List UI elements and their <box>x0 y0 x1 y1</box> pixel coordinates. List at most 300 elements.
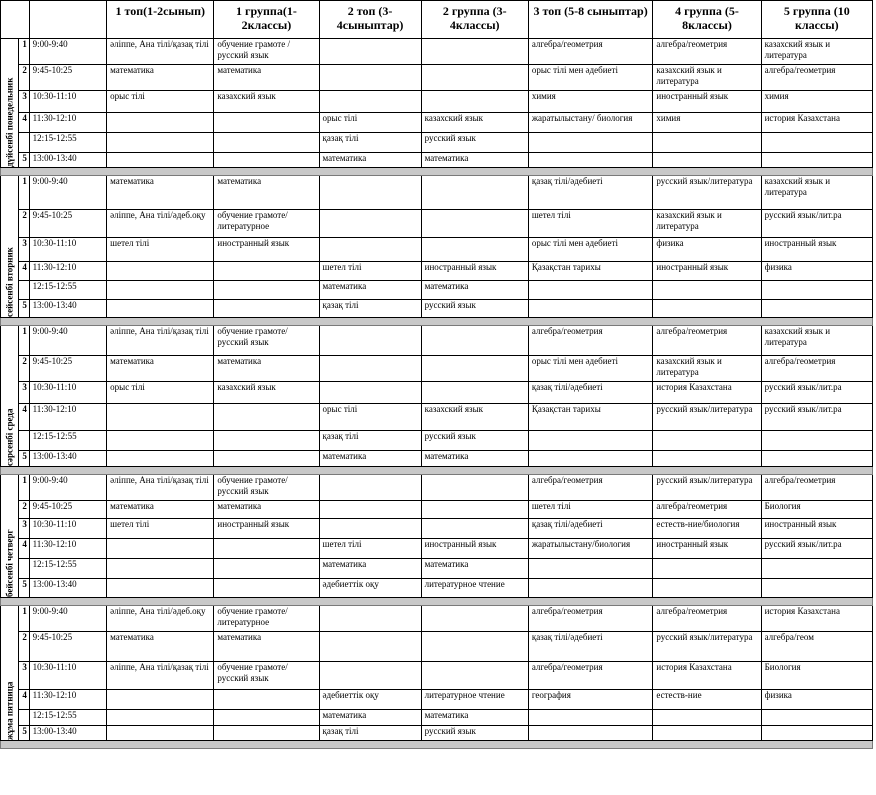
separator-bar <box>1 467 873 475</box>
subject-cell <box>319 176 421 210</box>
subject-cell: әдебиеттік оқу <box>319 690 421 710</box>
subject-cell <box>421 356 528 382</box>
subject-cell <box>319 356 421 382</box>
subject-cell: казахский язык и литература <box>653 65 761 91</box>
subject-cell <box>421 606 528 632</box>
subject-cell <box>319 91 421 113</box>
lesson-number: 4 <box>19 539 29 559</box>
column-header: 1 группа(1-2классы) <box>214 1 319 39</box>
subject-cell <box>319 39 421 65</box>
table-row <box>1 356 873 382</box>
subject-cell: казахский язык и литература <box>761 176 872 210</box>
table-row <box>1 382 873 404</box>
lesson-time: 10:30-11:10 <box>29 662 107 690</box>
lesson-time: 11:30-12:10 <box>29 690 107 710</box>
table-row <box>1 710 873 726</box>
subject-cell <box>214 153 319 168</box>
subject-cell <box>421 91 528 113</box>
subject-cell: орыс тілі <box>107 382 214 404</box>
subject-cell: русский язык <box>421 726 528 741</box>
subject-cell <box>653 451 761 467</box>
subject-cell: иностранный язык <box>421 539 528 559</box>
subject-cell: қазақ тілі <box>319 133 421 153</box>
subject-cell <box>214 690 319 710</box>
lesson-number: 4 <box>19 113 29 133</box>
subject-cell: история Казахстана <box>653 662 761 690</box>
subject-cell: қазақ тілі <box>319 431 421 451</box>
subject-cell: иностранный язык <box>653 539 761 559</box>
lesson-time: 12:15-12:55 <box>29 431 107 451</box>
subject-cell: русский язык/литература <box>653 176 761 210</box>
subject-cell <box>761 153 872 168</box>
subject-cell: русский язык <box>421 133 528 153</box>
subject-cell: математика <box>107 501 214 519</box>
lesson-number <box>19 281 29 300</box>
subject-cell: жаратылыстану/ биология <box>528 113 653 133</box>
lesson-time: 10:30-11:10 <box>29 91 107 113</box>
subject-cell: история Казахстана <box>761 113 872 133</box>
day-label: бейсенбі четверг <box>1 475 19 598</box>
subject-cell: казахский язык и литература <box>761 39 872 65</box>
subject-cell: математика <box>421 281 528 300</box>
subject-cell: математика <box>214 356 319 382</box>
subject-cell: математика <box>421 710 528 726</box>
subject-cell <box>107 579 214 598</box>
lesson-time: 9:00-9:40 <box>29 39 107 65</box>
day-label: жұма пятница <box>1 606 19 741</box>
lesson-time: 9:45-10:25 <box>29 632 107 662</box>
lesson-number: 2 <box>19 356 29 382</box>
table-row <box>1 579 873 598</box>
table-row <box>1 326 873 356</box>
subject-cell <box>421 519 528 539</box>
subject-cell <box>528 451 653 467</box>
subject-cell: математика <box>214 501 319 519</box>
lesson-time: 9:45-10:25 <box>29 356 107 382</box>
subject-cell <box>319 382 421 404</box>
subject-cell: шетел тілі <box>319 262 421 281</box>
subject-cell: әліппе, Ана тілі/әдеб.оқу <box>107 606 214 632</box>
subject-cell <box>214 113 319 133</box>
subject-cell: физика <box>653 238 761 262</box>
subject-cell <box>528 579 653 598</box>
subject-cell: әдебиеттік оқу <box>319 579 421 598</box>
subject-cell: математика <box>421 559 528 579</box>
subject-cell <box>761 281 872 300</box>
subject-cell: русский язык/лит.ра <box>761 382 872 404</box>
table-row <box>1 606 873 632</box>
lesson-time: 12:15-12:55 <box>29 133 107 153</box>
subject-cell <box>761 133 872 153</box>
lesson-time: 12:15-12:55 <box>29 559 107 579</box>
subject-cell <box>319 632 421 662</box>
subject-cell: қазақ тілі/әдебиеті <box>528 632 653 662</box>
subject-cell: алгебра/геом <box>761 632 872 662</box>
subject-cell: казахский язык <box>214 382 319 404</box>
subject-cell: математика <box>214 632 319 662</box>
lesson-time: 13:00-13:40 <box>29 300 107 318</box>
column-header: 4 группа (5-8классы) <box>653 1 761 39</box>
table-row <box>1 404 873 431</box>
subject-cell: русский язык/лит.ра <box>761 539 872 559</box>
subject-cell: казахский язык <box>421 113 528 133</box>
lesson-number: 5 <box>19 153 29 168</box>
lesson-number: 5 <box>19 726 29 741</box>
subject-cell: алгебра/геометрия <box>761 475 872 501</box>
subject-cell: русский язык/лит.ра <box>761 210 872 238</box>
subject-cell: казахский язык <box>421 404 528 431</box>
subject-cell: математика <box>319 451 421 467</box>
table-row <box>1 210 873 238</box>
day-label: дүйсенбі понедельник <box>1 39 19 168</box>
lesson-time: 10:30-11:10 <box>29 238 107 262</box>
lesson-time: 12:15-12:55 <box>29 710 107 726</box>
lesson-number: 1 <box>19 475 29 501</box>
subject-cell: алгебра/геометрия <box>653 501 761 519</box>
subject-cell: алгебра/геометрия <box>528 475 653 501</box>
subject-cell <box>107 300 214 318</box>
lesson-time: 12:15-12:55 <box>29 281 107 300</box>
subject-cell: алгебра/геометрия <box>653 39 761 65</box>
subject-cell <box>421 382 528 404</box>
subject-cell: алгебра/геометрия <box>528 326 653 356</box>
subject-cell <box>421 662 528 690</box>
column-header: 2 группа (3-4классы) <box>421 1 528 39</box>
lesson-time: 13:00-13:40 <box>29 153 107 168</box>
lesson-time: 10:30-11:10 <box>29 382 107 404</box>
lesson-time: 9:45-10:25 <box>29 501 107 519</box>
subject-cell <box>319 475 421 501</box>
subject-cell: русский язык <box>421 431 528 451</box>
table-row <box>1 113 873 133</box>
subject-cell: Қазақстан тарихы <box>528 262 653 281</box>
subject-cell: қазақ тілі <box>319 726 421 741</box>
lesson-number: 1 <box>19 606 29 632</box>
subject-cell: алгебра/геометрия <box>528 39 653 65</box>
table-row <box>1 690 873 710</box>
header-corner <box>1 1 30 39</box>
subject-cell <box>528 726 653 741</box>
subject-cell: орыс тілі мен әдебиеті <box>528 356 653 382</box>
subject-cell <box>421 326 528 356</box>
subject-cell <box>653 281 761 300</box>
subject-cell <box>214 559 319 579</box>
subject-cell <box>319 606 421 632</box>
subject-cell: русский язык/лит.ра <box>761 404 872 431</box>
header-row <box>1 1 873 39</box>
day-separator <box>1 467 873 475</box>
subject-cell <box>214 281 319 300</box>
table-row <box>1 451 873 467</box>
subject-cell: алгебра/геометрия <box>653 606 761 632</box>
subject-cell <box>421 210 528 238</box>
subject-cell: математика <box>319 281 421 300</box>
table-row <box>1 519 873 539</box>
subject-cell <box>528 710 653 726</box>
subject-cell <box>319 65 421 91</box>
subject-cell <box>107 113 214 133</box>
subject-cell: алгебра/геометрия <box>761 65 872 91</box>
subject-cell <box>653 431 761 451</box>
subject-cell: география <box>528 690 653 710</box>
subject-cell: математика <box>421 153 528 168</box>
subject-cell: алгебра/геометрия <box>528 606 653 632</box>
lesson-time: 10:30-11:10 <box>29 519 107 539</box>
lesson-time: 13:00-13:40 <box>29 451 107 467</box>
subject-cell <box>107 539 214 559</box>
subject-cell <box>107 404 214 431</box>
subject-cell <box>421 632 528 662</box>
subject-cell: литературное чтение <box>421 579 528 598</box>
subject-cell <box>214 262 319 281</box>
subject-cell <box>653 133 761 153</box>
lesson-number: 4 <box>19 404 29 431</box>
table-row <box>1 539 873 559</box>
schedule-body <box>1 1 873 749</box>
subject-cell: әліппе, Ана тілі/қазақ тілі <box>107 326 214 356</box>
subject-cell <box>214 404 319 431</box>
subject-cell <box>528 281 653 300</box>
subject-cell: математика <box>107 632 214 662</box>
table-row <box>1 501 873 519</box>
subject-cell <box>214 431 319 451</box>
table-row <box>1 662 873 690</box>
subject-cell: химия <box>528 91 653 113</box>
subject-cell: алгебра/геометрия <box>761 356 872 382</box>
subject-cell: орыс тілі мен әдебиеті <box>528 65 653 91</box>
subject-cell <box>528 431 653 451</box>
column-header: 3 топ (5-8 сыныптар) <box>528 1 653 39</box>
subject-cell: казахский язык и литература <box>761 326 872 356</box>
day-label: сейсенбі вторник <box>1 176 19 318</box>
lesson-time: 11:30-12:10 <box>29 539 107 559</box>
subject-cell <box>214 710 319 726</box>
subject-cell <box>528 559 653 579</box>
subject-cell: математика <box>214 176 319 210</box>
lesson-number: 3 <box>19 91 29 113</box>
subject-cell: Биология <box>761 501 872 519</box>
subject-cell <box>107 431 214 451</box>
subject-cell <box>107 153 214 168</box>
subject-cell: шетел тілі <box>107 238 214 262</box>
column-header: 1 топ(1-2сынып) <box>107 1 214 39</box>
lesson-number: 4 <box>19 690 29 710</box>
subject-cell: обучение грамоте/русский язык <box>214 326 319 356</box>
lesson-time: 9:00-9:40 <box>29 606 107 632</box>
subject-cell <box>421 501 528 519</box>
lesson-number: 5 <box>19 300 29 318</box>
subject-cell: химия <box>653 113 761 133</box>
separator-bar <box>1 741 873 749</box>
subject-cell: шетел тілі <box>528 210 653 238</box>
subject-cell <box>761 559 872 579</box>
subject-cell <box>107 710 214 726</box>
subject-cell: иностранный язык <box>421 262 528 281</box>
lesson-number <box>19 559 29 579</box>
subject-cell <box>214 451 319 467</box>
subject-cell <box>214 579 319 598</box>
subject-cell: шетел тілі <box>319 539 421 559</box>
subject-cell: орыс тілі мен әдебиеті <box>528 238 653 262</box>
subject-cell: орыс тілі <box>319 113 421 133</box>
subject-cell: обучение грамоте /русский язык <box>214 39 319 65</box>
subject-cell <box>528 300 653 318</box>
subject-cell: әліппе, Ана тілі/қазақ тілі <box>107 662 214 690</box>
subject-cell: орыс тілі <box>107 91 214 113</box>
subject-cell: иностранный язык <box>653 262 761 281</box>
subject-cell: шетел тілі <box>107 519 214 539</box>
subject-cell <box>761 451 872 467</box>
subject-cell <box>107 451 214 467</box>
subject-cell <box>319 238 421 262</box>
subject-cell: обучение грамоте/русский язык <box>214 475 319 501</box>
subject-cell <box>107 726 214 741</box>
subject-cell: русский язык/литература <box>653 404 761 431</box>
lesson-time: 9:00-9:40 <box>29 475 107 501</box>
subject-cell: казахский язык и литература <box>653 210 761 238</box>
subject-cell <box>528 133 653 153</box>
subject-cell: жаратылыстану/биология <box>528 539 653 559</box>
subject-cell: қазақ тілі/әдебиеті <box>528 382 653 404</box>
lesson-time: 9:00-9:40 <box>29 326 107 356</box>
lesson-number: 1 <box>19 176 29 210</box>
subject-cell <box>421 238 528 262</box>
subject-cell <box>653 559 761 579</box>
lesson-time: 13:00-13:40 <box>29 726 107 741</box>
lesson-time: 13:00-13:40 <box>29 579 107 598</box>
subject-cell <box>653 726 761 741</box>
lesson-time: 9:45-10:25 <box>29 65 107 91</box>
lesson-number: 5 <box>19 579 29 598</box>
subject-cell: иностранный язык <box>214 519 319 539</box>
subject-cell: иностранный язык <box>761 519 872 539</box>
table-row <box>1 475 873 501</box>
subject-cell <box>761 431 872 451</box>
day-separator <box>1 318 873 326</box>
lesson-number: 4 <box>19 262 29 281</box>
subject-cell: алгебра/геометрия <box>528 662 653 690</box>
subject-cell: Қазақстан тарихы <box>528 404 653 431</box>
subject-cell <box>421 39 528 65</box>
day-separator <box>1 168 873 176</box>
table-row <box>1 281 873 300</box>
subject-cell <box>421 176 528 210</box>
subject-cell: математика <box>319 710 421 726</box>
subject-cell <box>214 300 319 318</box>
subject-cell: русский язык/литература <box>653 632 761 662</box>
subject-cell <box>107 559 214 579</box>
subject-cell <box>653 579 761 598</box>
subject-cell: әліппе, Ана тілі/әдеб.оқу <box>107 210 214 238</box>
subject-cell <box>761 300 872 318</box>
separator-bar <box>1 318 873 326</box>
lesson-number: 3 <box>19 519 29 539</box>
subject-cell: казахский язык <box>214 91 319 113</box>
table-row <box>1 133 873 153</box>
subject-cell <box>761 726 872 741</box>
subject-cell: қазақ тілі/әдебиеті <box>528 176 653 210</box>
subject-cell: естеств-ние/биология <box>653 519 761 539</box>
subject-cell <box>107 690 214 710</box>
subject-cell: әліппе, Ана тілі/қазақ тілі <box>107 475 214 501</box>
subject-cell <box>214 726 319 741</box>
subject-cell: математика <box>319 153 421 168</box>
subject-cell: естеств-ние <box>653 690 761 710</box>
subject-cell: әліппе, Ана тілі/қазақ тілі <box>107 39 214 65</box>
subject-cell: шетел тілі <box>528 501 653 519</box>
lesson-number: 2 <box>19 501 29 519</box>
subject-cell <box>214 133 319 153</box>
subject-cell: математика <box>319 559 421 579</box>
lesson-number: 2 <box>19 65 29 91</box>
subject-cell: математика <box>107 176 214 210</box>
table-row <box>1 431 873 451</box>
subject-cell <box>214 539 319 559</box>
subject-cell <box>319 326 421 356</box>
lesson-number: 1 <box>19 39 29 65</box>
subject-cell: химия <box>761 91 872 113</box>
subject-cell <box>421 475 528 501</box>
subject-cell: иностранный язык <box>761 238 872 262</box>
subject-cell: математика <box>107 65 214 91</box>
subject-cell: иностранный язык <box>653 91 761 113</box>
subject-cell <box>653 153 761 168</box>
lesson-time: 11:30-12:10 <box>29 262 107 281</box>
table-row <box>1 153 873 168</box>
subject-cell: иностранный язык <box>214 238 319 262</box>
subject-cell: физика <box>761 262 872 281</box>
lesson-number: 3 <box>19 382 29 404</box>
subject-cell <box>107 262 214 281</box>
subject-cell: математика <box>214 65 319 91</box>
subject-cell: обучение грамоте/литературное <box>214 606 319 632</box>
lesson-number: 3 <box>19 238 29 262</box>
lesson-time: 9:00-9:40 <box>29 176 107 210</box>
table-row <box>1 65 873 91</box>
table-row <box>1 300 873 318</box>
subject-cell: математика <box>107 356 214 382</box>
table-row <box>1 262 873 281</box>
subject-cell <box>107 281 214 300</box>
lesson-time: 11:30-12:10 <box>29 113 107 133</box>
table-row <box>1 176 873 210</box>
subject-cell <box>653 300 761 318</box>
separator-bar <box>1 168 873 176</box>
subject-cell: история Казахстана <box>761 606 872 632</box>
subject-cell: обучение грамоте/литературное <box>214 210 319 238</box>
table-row <box>1 726 873 741</box>
subject-cell: қазақ тілі/әдебиеті <box>528 519 653 539</box>
subject-cell: литературное чтение <box>421 690 528 710</box>
subject-cell: Биология <box>761 662 872 690</box>
subject-cell: казахский язык и литература <box>653 356 761 382</box>
table-row <box>1 91 873 113</box>
table-row <box>1 632 873 662</box>
subject-cell <box>107 133 214 153</box>
subject-cell: физика <box>761 690 872 710</box>
lesson-number: 2 <box>19 632 29 662</box>
subject-cell: орыс тілі <box>319 404 421 431</box>
lesson-time: 9:45-10:25 <box>29 210 107 238</box>
subject-cell: русский язык <box>421 300 528 318</box>
table-row <box>1 238 873 262</box>
subject-cell <box>319 519 421 539</box>
subject-cell <box>761 710 872 726</box>
subject-cell: қазақ тілі <box>319 300 421 318</box>
header-time <box>29 1 107 39</box>
lesson-number: 5 <box>19 451 29 467</box>
lesson-number <box>19 431 29 451</box>
